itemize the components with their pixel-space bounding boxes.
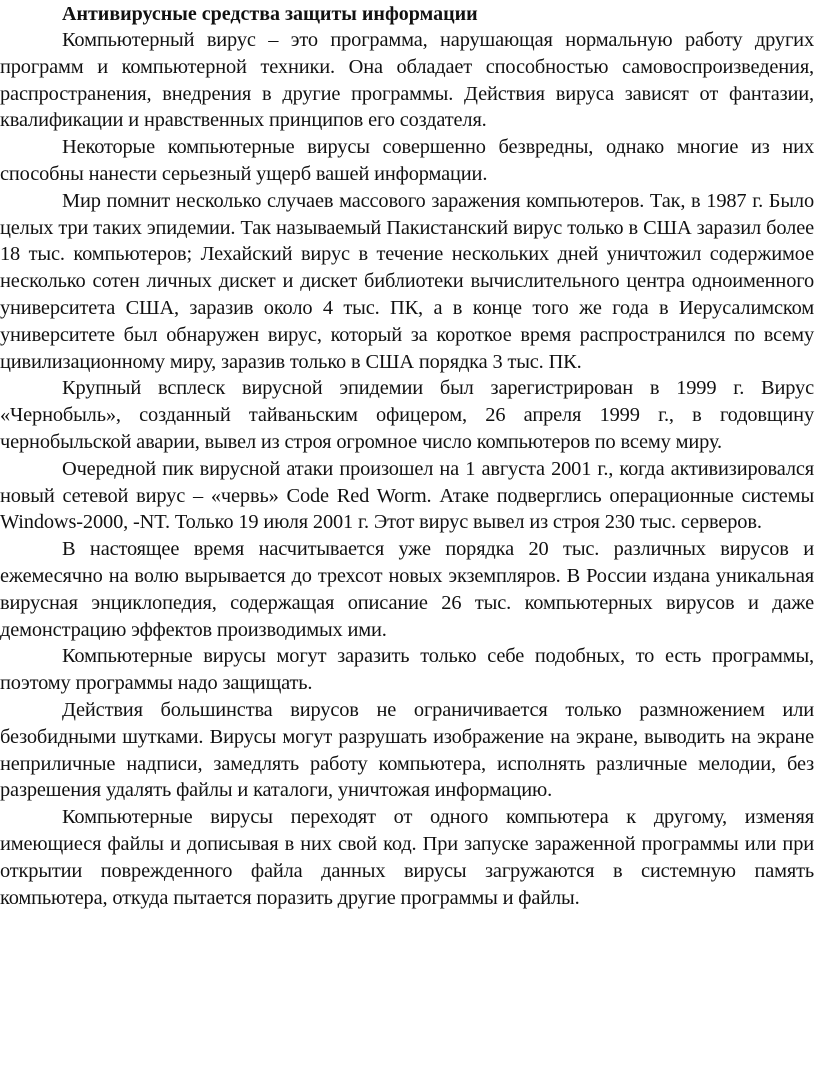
paragraph-virus-spread: Компьютерные вирусы переходят от одного компьютера к другому, изменяя имеющиеся файлы и дописывая в них свой код. При запуске зараженной программы или при открытии поврежденного файла данных вирусы загружаются в системную память компьютера, откуда пытается поразить другие программы и файлы.	[0, 806, 814, 909]
paragraph-code-red-worm: Очередной пик вирусной атаки произошел на 1 августа 2001 г., когда активизировался новый сетевой вирус – «червь» Code Red Worm. Атаке подверглись операционные системы Windows-2000, -NT. Только 19 июля 2001 г. Этот вирус вывел из строя 230 тыс. серверов.	[0, 457, 814, 534]
paragraph-harmless-viruses: Некоторые компьютерные вирусы совершенно безвредны, однако многие из них способны нанести серьезный ущерб вашей информации.	[0, 136, 814, 185]
paragraph-1987-epidemics: Мир помнит несколько случаев массового заражения компьютеров. Так, в 1987 г. Было целых три таких эпидемии. Так называемый Пакистанский вирус только в США заразил более 18 тыс. компьютеров; Лехайский вирус в течение нескольких дней уничтожил содержимое несколько сотен личных дискет и дискет библиотеки вычислительного центра одноименного университета США, заразив около 4 тыс. ПК, а в конце того же года в Иерусалимском университете был обнаружен вирус, который за короткое время распространился по всему цивилизационному миру, заразив только в США порядка 3 тыс. ПК.	[0, 189, 814, 373]
paragraph-chernobyl-virus: Крупный всплеск вирусной эпидемии был зарегистрирован в 1999 г. Вирус «Чернобыль», созданный тайваньским офицером, 26 апреля 1999 г., в годовщину чернобыльской аварии, вывел из строя огромное число компьютеров по всему миру.	[0, 377, 814, 453]
paragraph-infect-programs: Компьютерные вирусы могут заразить только себе подобных, то есть программы, поэтому программы надо защищать.	[0, 645, 814, 695]
paragraph-virus-count: В настоящее время насчитывается уже порядка 20 тыс. различных вирусов и ежемесячно на волю вырывается до трехсот новых экземпляров. В России издана уникальная вирусная энциклопедия, содержащая описание 26 тыс. компьютерных вирусов и даже демонстрацию эффектов производимых ими.	[0, 538, 814, 641]
paragraph-virus-actions: Действия большинства вирусов не ограничивается только размножением или безобидными шутками. Вирусы могут разрушать изображение на экране, выводить на экране неприличные надписи, замедлять работу компьютера, исполнять различные мелодии, без разрешения удалять файлы и каталоги, уничтожая информацию.	[0, 698, 814, 802]
document-title: Антивирусные средства защиты информации	[62, 3, 478, 25]
paragraph-virus-definition: Компьютерный вирус – это программа, нарушающая нормальную работу других программ и компьютерной техники. Она обладает способностью самовоспроизведения, распространения, внедрения в другие программы. Действия вируса зависят от фантазии, квалификации и нравственных принципов его создателя.	[0, 29, 814, 132]
